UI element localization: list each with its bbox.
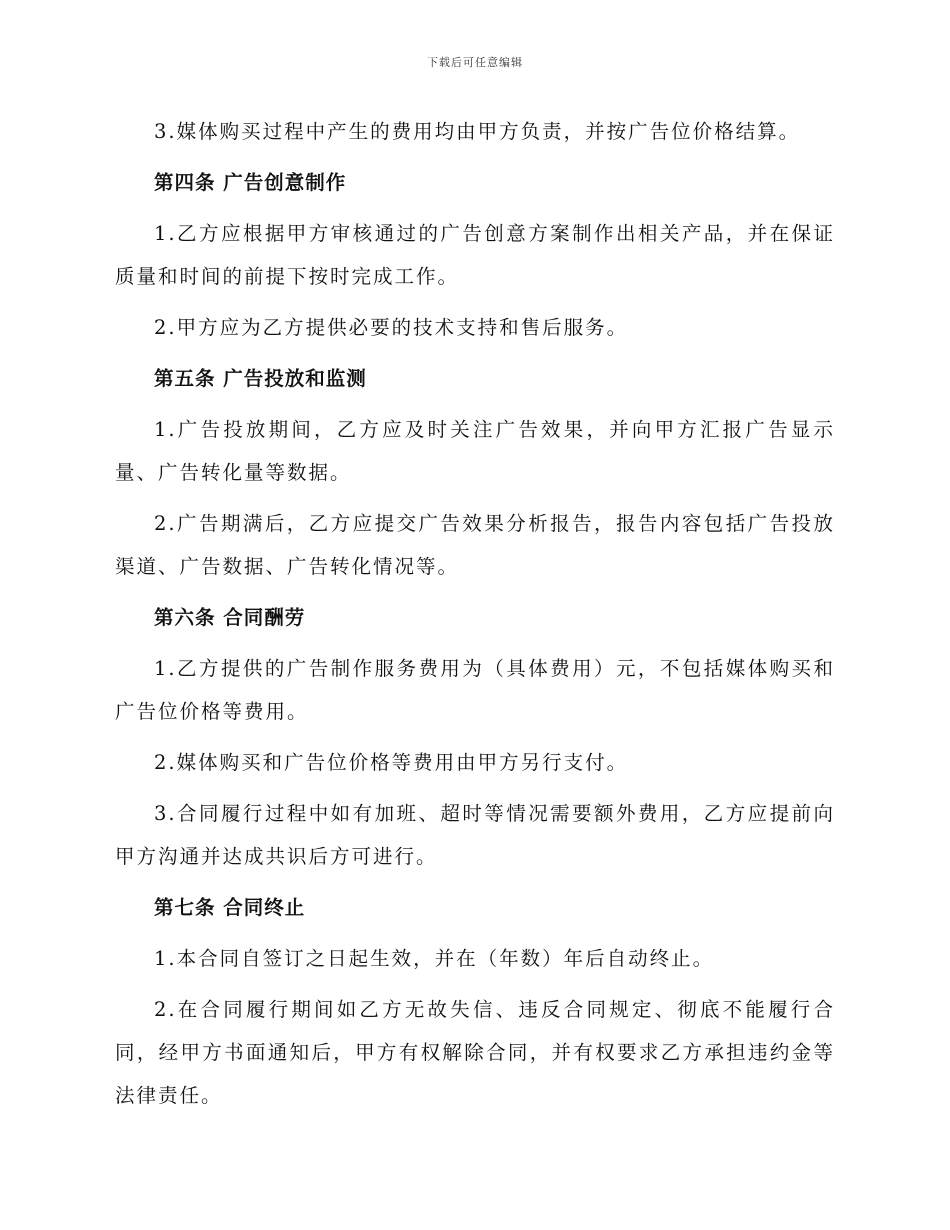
section-heading-4: 第四条 广告创意制作: [154, 171, 347, 194]
paragraph-4-1: 1.乙方应根据甲方审核通过的广告创意方案制作出相关产品，并在保证质量和时间的前提下按时完成工作。: [115, 222, 835, 288]
paragraph-6-3: 3.合同履行过程中如有加班、超时等情况需要额外费用，乙方应提前向甲方沟通并达成共识后方可进行。: [115, 802, 835, 868]
paragraph-5-2: 2.广告期满后，乙方应提交广告效果分析报告，报告内容包括广告投放渠道、广告数据、广告转化情况等。: [115, 512, 835, 578]
paragraph-7-2: 2.在合同履行期间如乙方无故失信、违反合同规定、彻底不能履行合同，经甲方书面通知后，甲方有权解除合同，并有权要求乙方承担违约金等法律责任。: [115, 998, 835, 1107]
page-header: 下载后可任意编辑: [427, 56, 523, 69]
paragraph-6-2: 2.媒体购买和广告位价格等费用由甲方另行支付。: [154, 751, 629, 774]
section-heading-5: 第五条 广告投放和监测: [154, 367, 367, 390]
paragraph-5-1: 1.广告投放期间，乙方应及时关注广告效果，并向甲方汇报广告显示量、广告转化量等数据。: [115, 418, 835, 484]
paragraph-media-cost: 3.媒体购买过程中产生的费用均由甲方负责，并按广告位价格结算。: [154, 120, 801, 143]
document-body: [115, 110, 835, 1117]
paragraph-4-2: 2.甲方应为乙方提供必要的技术支持和售后服务。: [154, 316, 629, 339]
section-heading-7: 第七条 合同终止: [154, 896, 306, 919]
paragraph-6-1: 1.乙方提供的广告制作服务费用为（具体费用）元，不包括媒体购买和广告位价格等费用。: [115, 657, 835, 723]
paragraph-7-1: 1.本合同自签订之日起生效，并在（年数）年后自动终止。: [154, 947, 715, 970]
section-heading-6: 第六条 合同酬劳: [154, 606, 306, 629]
